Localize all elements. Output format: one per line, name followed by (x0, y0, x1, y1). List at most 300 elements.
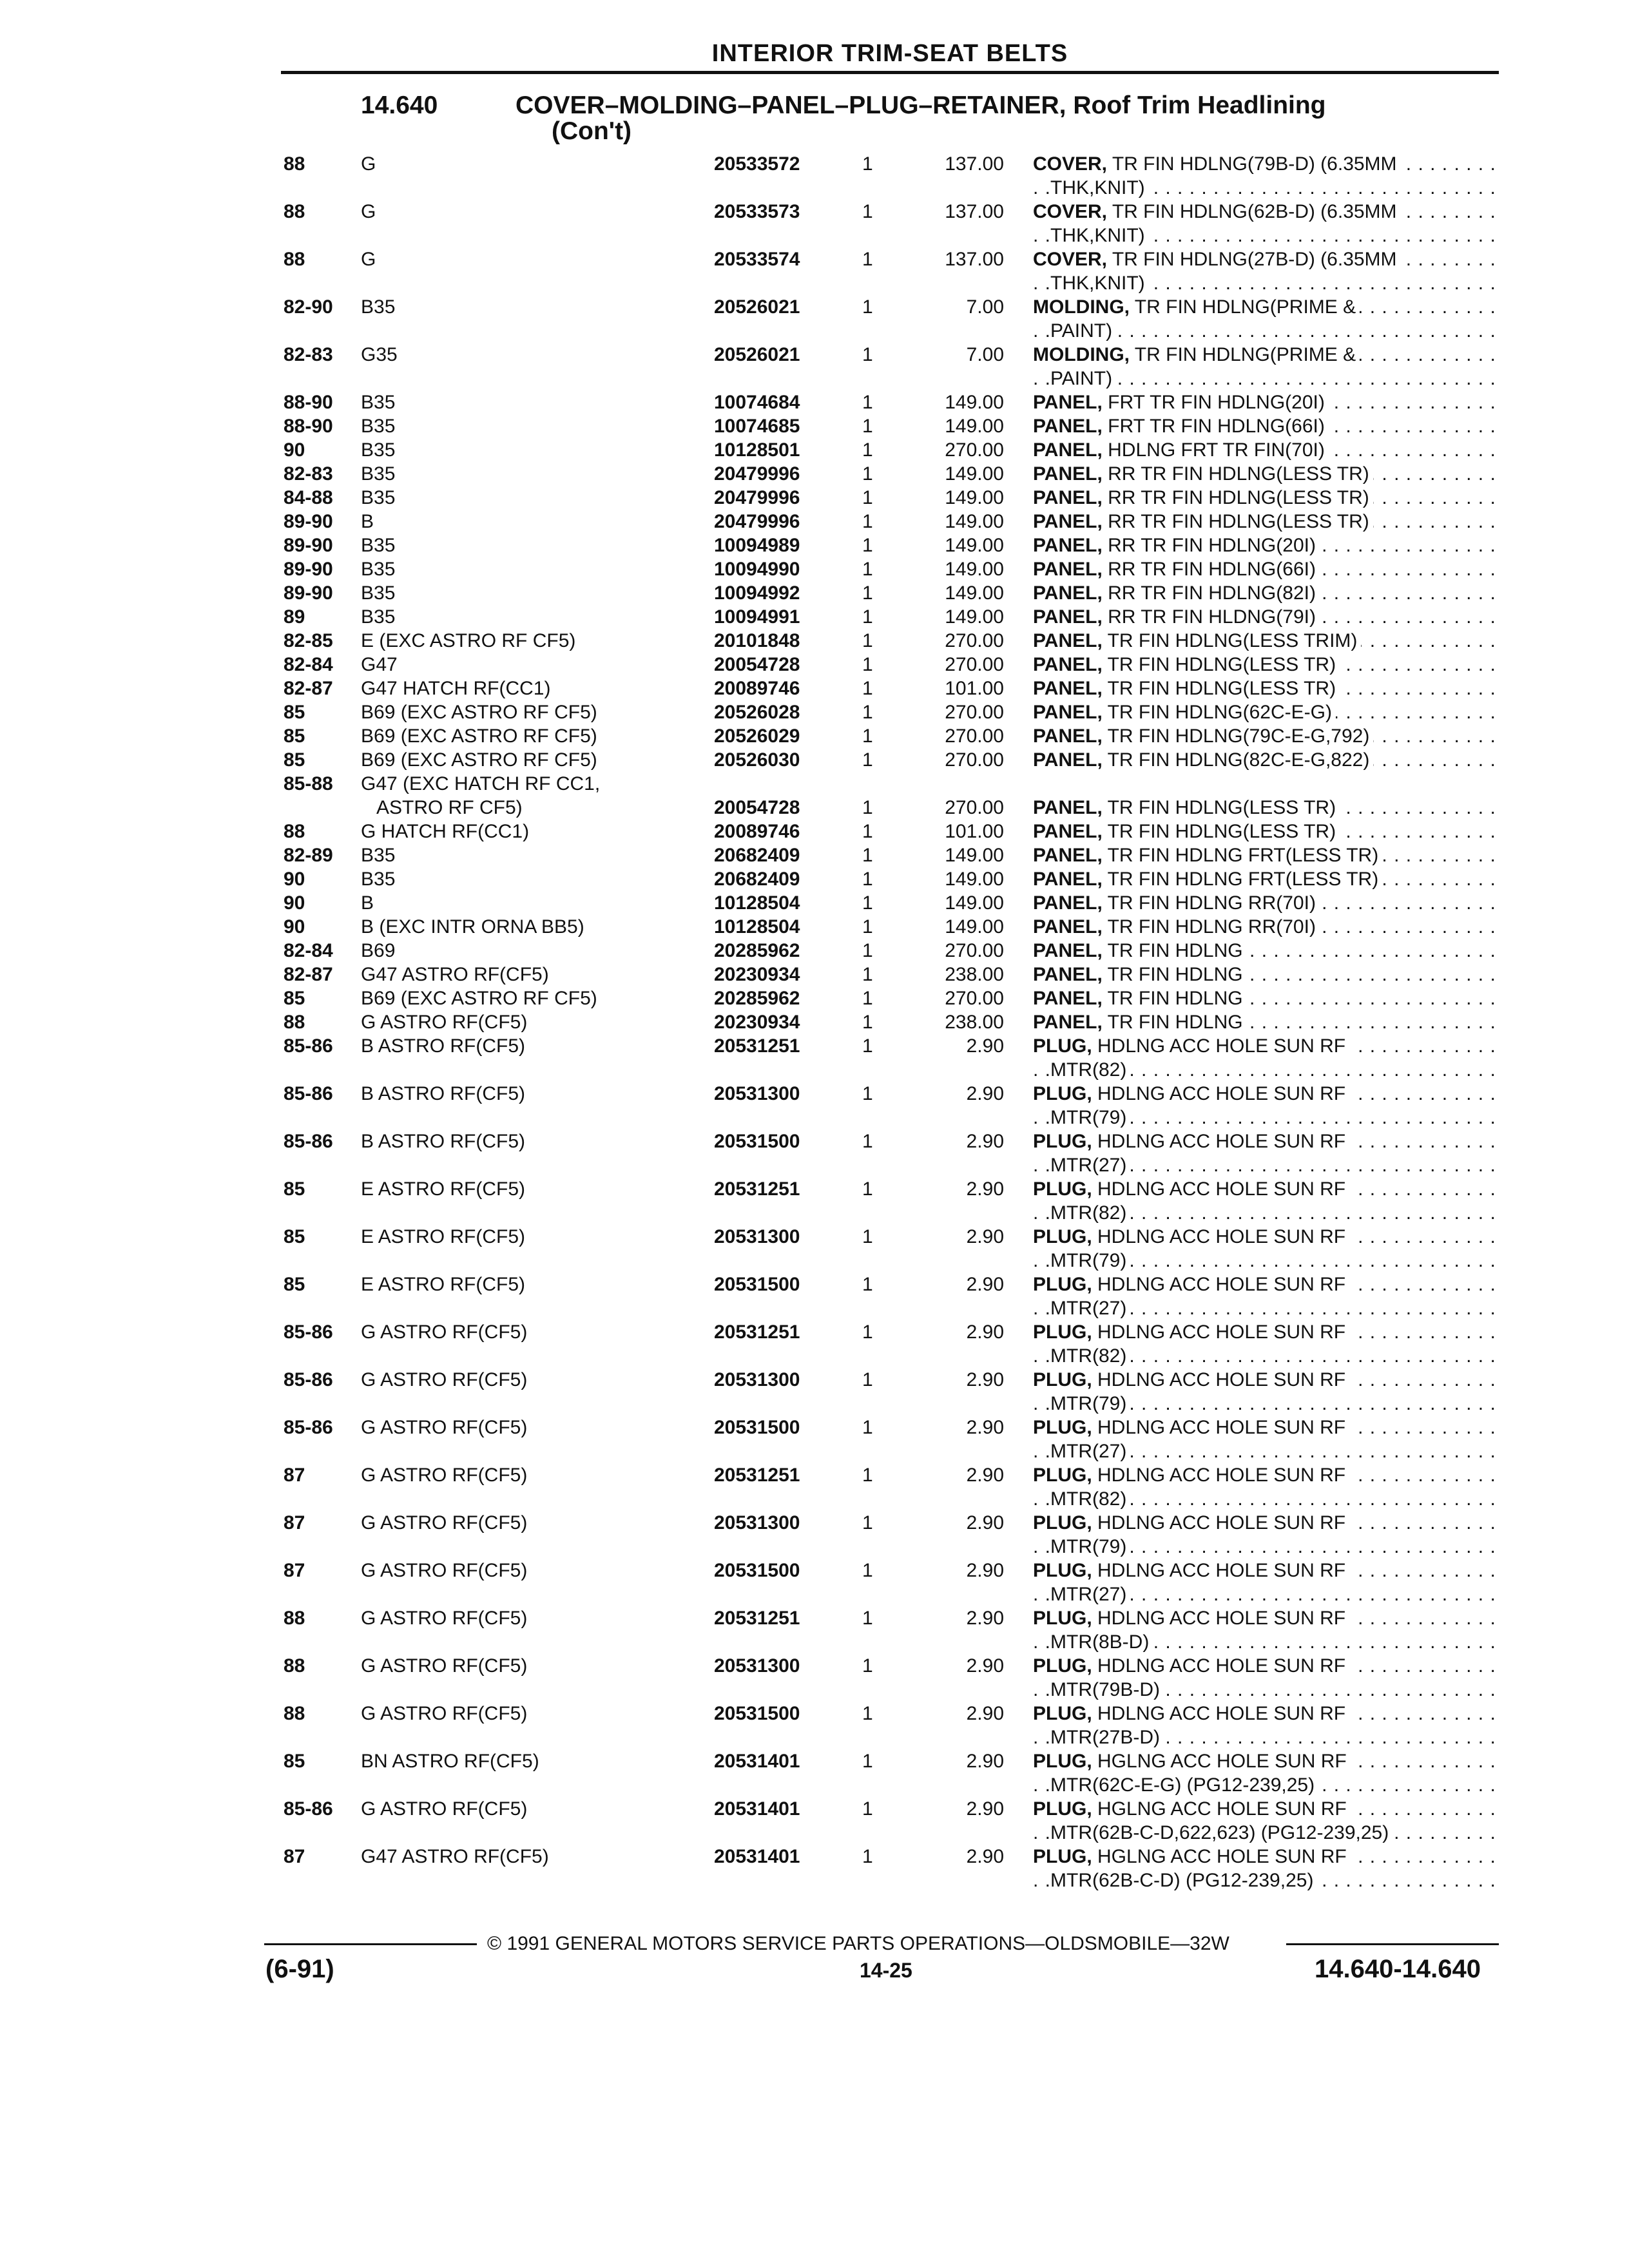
row-description-keyword: MOLDING, (1033, 344, 1130, 365)
row-description-keyword: PANEL, (1033, 940, 1103, 961)
row-description (1033, 748, 1497, 772)
row-price: 137.00 (945, 201, 1004, 222)
row-description-text: MTR(79) (1050, 1107, 1127, 1128)
row-description (1033, 1559, 1497, 1606)
row-model (361, 200, 709, 224)
row-model-text: E ASTRO RF(CF5) (361, 1274, 529, 1295)
row-description-text: TR FIN HDLNG (1107, 1012, 1243, 1033)
row-quantity: 1 (862, 1012, 873, 1033)
row-description-text: HDLNG ACC HOLE SUN RF (1097, 1608, 1346, 1629)
row-price: 149.00 (945, 606, 1004, 628)
row-description-text: TR FIN HDLNG RR(70I) (1107, 892, 1316, 914)
row-year: 85-86 (284, 1369, 333, 1390)
row-model-text: ASTRO RF CF5) (376, 797, 526, 818)
row-model-text: G ASTRO RF(CF5) (361, 1369, 531, 1390)
row-description-keyword: PANEL, (1033, 964, 1103, 985)
row-model (361, 1654, 709, 1678)
row-quantity: 1 (862, 1321, 873, 1343)
row-description (1033, 1702, 1497, 1749)
row-year: 85-86 (284, 1083, 333, 1104)
row-quantity: 1 (862, 1083, 873, 1104)
row-year: 82-85 (284, 630, 333, 651)
row-description (1033, 247, 1497, 295)
row-model (361, 700, 709, 724)
row-quantity: 1 (862, 606, 873, 628)
row-part-number: 20531500 (714, 1131, 800, 1152)
row-description-keyword: PANEL, (1033, 797, 1103, 818)
row-model-text: B35 (361, 582, 399, 604)
row-description (1033, 867, 1497, 891)
row-part-number: 20682409 (714, 869, 800, 890)
row-description-keyword: PANEL, (1033, 535, 1103, 556)
row-description-keyword: PLUG, (1033, 1178, 1092, 1200)
row-part-number: 10094992 (714, 582, 800, 604)
row-model-text: B69 (EXC ASTRO RF CF5) (361, 988, 601, 1009)
row-part-number: 20285962 (714, 940, 800, 961)
row-price: 2.90 (966, 1512, 1004, 1533)
row-description (1033, 629, 1497, 653)
row-description-keyword: MOLDING, (1033, 296, 1130, 318)
row-quantity: 1 (862, 559, 873, 580)
row-model-text: G35 (361, 344, 401, 365)
row-description-keyword: PLUG, (1033, 1512, 1092, 1533)
row-model (361, 1416, 709, 1439)
row-model (361, 1320, 709, 1344)
row-part-number: 20526021 (714, 296, 800, 318)
row-part-number: 20531251 (714, 1178, 800, 1200)
row-model-text: B35 (361, 296, 399, 318)
row-description-text: HDLNG ACC HOLE SUN RF (1097, 1131, 1346, 1152)
section-continued: (Con't) (552, 117, 632, 145)
row-description-keyword: PANEL, (1033, 582, 1103, 604)
row-part-number: 20531500 (714, 1703, 800, 1724)
row-model (361, 1368, 709, 1392)
row-model (361, 653, 709, 677)
row-quantity: 1 (862, 916, 873, 937)
row-price: 2.90 (966, 1321, 1004, 1343)
row-quantity: 1 (862, 821, 873, 842)
row-model (361, 1702, 709, 1725)
row-part-number: 20230934 (714, 1012, 800, 1033)
row-description (1033, 1177, 1497, 1225)
row-description (1033, 1511, 1497, 1559)
row-model-text: G47 ASTRO RF(CF5) (361, 1846, 553, 1867)
row-description-keyword: PANEL, (1033, 487, 1103, 508)
row-description-text: TR FIN HDLNG(82C-E-G,822) (1107, 749, 1370, 771)
row-description-text: HDLNG ACC HOLE SUN RF (1097, 1369, 1346, 1390)
row-description (1033, 820, 1497, 843)
row-description-text: HDLNG ACC HOLE SUN RF (1097, 1655, 1346, 1677)
table-row (0, 152, 1629, 204)
row-price: 7.00 (966, 296, 1004, 318)
page-header-title: INTERIOR TRIM-SEAT BELTS (711, 40, 1068, 67)
row-model (361, 939, 709, 963)
row-quantity: 1 (862, 797, 873, 818)
row-description-text: HDLNG ACC HOLE SUN RF (1097, 1226, 1346, 1247)
row-price: 2.90 (966, 1369, 1004, 1390)
row-description-text: RR TR FIN HDLNG(66I) (1108, 559, 1316, 580)
row-year: 88 (284, 249, 305, 270)
row-description-text: MTR(82) (1050, 1059, 1127, 1081)
row-model-text: B35 (361, 606, 399, 628)
row-description-keyword: PANEL, (1033, 678, 1103, 699)
row-year: 87 (284, 1512, 305, 1533)
row-description (1033, 152, 1497, 200)
row-model-text: G ASTRO RF(CF5) (361, 1608, 531, 1629)
row-description-text: MTR(62B-C-D) (PG12-239,25) (1050, 1870, 1314, 1891)
row-model-text: G (361, 153, 380, 175)
row-quantity: 1 (862, 1846, 873, 1867)
row-quantity: 1 (862, 201, 873, 222)
row-description-keyword: PLUG, (1033, 1369, 1092, 1390)
row-description (1033, 438, 1497, 462)
row-description-keyword: PLUG, (1033, 1131, 1092, 1152)
table-row (0, 1797, 1629, 1849)
row-description-keyword: PANEL, (1033, 630, 1103, 651)
row-part-number: 10074684 (714, 392, 800, 413)
row-part-number: 20526021 (714, 344, 800, 365)
row-price: 101.00 (945, 821, 1004, 842)
row-description (1033, 1273, 1497, 1320)
row-model (361, 1082, 709, 1106)
row-year: 84-88 (284, 487, 333, 508)
row-year: 87 (284, 1465, 305, 1486)
row-price: 149.00 (945, 535, 1004, 556)
row-description-keyword: COVER, (1033, 153, 1108, 175)
row-description-text: HDLNG ACC HOLE SUN RF (1097, 1703, 1346, 1724)
row-description-keyword: PANEL, (1033, 845, 1103, 866)
row-price: 149.00 (945, 869, 1004, 890)
row-description-keyword: PLUG, (1033, 1608, 1092, 1629)
row-quantity: 1 (862, 1274, 873, 1295)
row-description-text: HGLNG ACC HOLE SUN RF (1097, 1798, 1347, 1820)
row-part-number: 10094990 (714, 559, 800, 580)
row-description-text: RR TR FIN HDLNG(82I) (1108, 582, 1316, 604)
row-quantity: 1 (862, 582, 873, 604)
row-description-keyword: PANEL, (1033, 654, 1103, 675)
row-price: 149.00 (945, 392, 1004, 413)
row-year: 88 (284, 1655, 305, 1677)
row-model (361, 891, 709, 915)
row-model (361, 438, 709, 462)
row-model (361, 486, 709, 510)
row-model (361, 1225, 709, 1249)
row-description-keyword: PANEL, (1033, 559, 1103, 580)
row-quantity: 1 (862, 1417, 873, 1438)
row-description-text: RR TR FIN HLDNG(79I) (1108, 606, 1316, 628)
row-year: 90 (284, 892, 305, 914)
row-quantity: 1 (862, 940, 873, 961)
row-model-text: B ASTRO RF(CF5) (361, 1035, 529, 1057)
row-quantity: 1 (862, 1369, 873, 1390)
row-part-number: 20531401 (714, 1751, 800, 1772)
row-description-keyword: PLUG, (1033, 1751, 1092, 1772)
row-model (361, 1749, 709, 1773)
row-description-keyword: PANEL, (1033, 869, 1103, 890)
row-description-text: MTR(79) (1050, 1393, 1127, 1414)
row-description-text: HDLNG FRT TR FIN(70I) (1108, 439, 1325, 461)
row-quantity: 1 (862, 1751, 873, 1772)
row-price: 149.00 (945, 916, 1004, 937)
row-year: 88-90 (284, 392, 333, 413)
row-description-text: TR FIN HDLNG FRT(LESS TR) (1107, 869, 1379, 890)
row-model (361, 462, 709, 486)
row-description (1033, 1320, 1497, 1368)
row-description-text: TR FIN HDLNG (1107, 940, 1243, 961)
row-model-text: B (361, 892, 378, 914)
row-price: 149.00 (945, 845, 1004, 866)
row-description (1033, 295, 1497, 343)
row-price: 2.90 (966, 1226, 1004, 1247)
row-price: 2.90 (966, 1274, 1004, 1295)
row-description-keyword: PLUG, (1033, 1417, 1092, 1438)
row-description (1033, 915, 1497, 939)
row-description (1033, 963, 1497, 986)
row-model-text: B (EXC INTR ORNA BB5) (361, 916, 588, 937)
row-price: 238.00 (945, 1012, 1004, 1033)
row-description (1033, 843, 1497, 867)
table-row (0, 1368, 1629, 1419)
row-quantity: 1 (862, 630, 873, 651)
row-description-keyword: PANEL, (1033, 463, 1103, 485)
row-description-text: FRT TR FIN HDLNG(66I) (1108, 416, 1325, 437)
row-description-text: MTR(27) (1050, 1584, 1127, 1605)
row-description (1033, 986, 1497, 1010)
row-year: 88 (284, 1012, 305, 1033)
row-price: 149.00 (945, 463, 1004, 485)
row-price: 2.90 (966, 1751, 1004, 1772)
row-description-text: MTR(27) (1050, 1155, 1127, 1176)
row-description-text: FRT TR FIN HDLNG(20I) (1108, 392, 1325, 413)
row-part-number: 20531300 (714, 1655, 800, 1677)
row-model (361, 247, 709, 271)
row-description-keyword: PANEL, (1033, 892, 1103, 914)
row-description (1033, 1463, 1497, 1511)
row-year: 85-88 (284, 773, 333, 794)
row-price: 149.00 (945, 892, 1004, 914)
footer-date: (6-91) (265, 1955, 334, 1983)
row-part-number: 20533574 (714, 249, 800, 270)
row-part-number: 20531300 (714, 1369, 800, 1390)
row-description (1033, 605, 1497, 629)
row-model-text: B35 (361, 487, 399, 508)
row-price: 149.00 (945, 487, 1004, 508)
row-description-text: TR FIN HDLNG(LESS TRIM) (1107, 630, 1358, 651)
row-description-keyword: PLUG, (1033, 1465, 1092, 1486)
row-quantity: 1 (862, 344, 873, 365)
row-model (361, 152, 709, 176)
row-description-text: TR FIN HDLNG(LESS TR) (1107, 678, 1336, 699)
table-row (0, 1654, 1629, 1706)
row-description-keyword: COVER, (1033, 201, 1108, 222)
row-year: 88 (284, 821, 305, 842)
row-quantity: 1 (862, 1035, 873, 1057)
row-quantity: 1 (862, 1560, 873, 1581)
row-year: 82-83 (284, 344, 333, 365)
row-description-text: RR TR FIN HDLNG(LESS TR) (1108, 463, 1369, 485)
row-price: 2.90 (966, 1035, 1004, 1057)
row-description (1033, 343, 1497, 390)
table-row (0, 1225, 1629, 1276)
row-price: 2.90 (966, 1608, 1004, 1629)
row-year: 88-90 (284, 416, 333, 437)
row-description-text: HDLNG ACC HOLE SUN RF (1097, 1512, 1346, 1533)
row-year: 82-83 (284, 463, 333, 485)
row-part-number: 20230934 (714, 964, 800, 985)
row-model-text: E ASTRO RF(CF5) (361, 1178, 529, 1200)
row-model-text: B35 (361, 392, 399, 413)
row-price: 149.00 (945, 559, 1004, 580)
row-description-keyword: PLUG, (1033, 1321, 1092, 1343)
row-description-text: TR FIN HDLNG(LESS TR) (1107, 654, 1336, 675)
row-description-text: TR FIN HDLNG RR(70I) (1107, 916, 1316, 937)
row-description (1033, 677, 1497, 700)
row-model-text: B35 (361, 463, 399, 485)
row-description-text: MTR(82) (1050, 1345, 1127, 1367)
row-description-text: TR FIN HDLNG(62C-E-G) (1107, 702, 1332, 723)
row-description-keyword: PLUG, (1033, 1560, 1092, 1581)
table-row (0, 772, 1629, 823)
row-year: 87 (284, 1560, 305, 1581)
row-description-text: HDLNG ACC HOLE SUN RF (1097, 1178, 1346, 1200)
row-year: 85 (284, 1226, 305, 1247)
row-part-number: 20531300 (714, 1226, 800, 1247)
row-description-keyword: PANEL, (1033, 988, 1103, 1009)
table-row (0, 1702, 1629, 1753)
row-quantity: 1 (862, 1798, 873, 1820)
row-description-text: MTR(79) (1050, 1536, 1127, 1557)
section-title: COVER–MOLDING–PANEL–PLUG–RETAINER, Roof Trim Headlining (516, 91, 1326, 119)
row-model (361, 605, 709, 629)
row-price: 2.90 (966, 1178, 1004, 1200)
row-part-number: 10128504 (714, 916, 800, 937)
row-description (1033, 796, 1497, 820)
row-model (361, 1273, 709, 1296)
row-year: 82-89 (284, 845, 333, 866)
row-description-text: HDLNG ACC HOLE SUN RF (1097, 1083, 1346, 1104)
row-year: 90 (284, 439, 305, 461)
row-quantity: 1 (862, 1226, 873, 1247)
row-description (1033, 1368, 1497, 1416)
row-model-text: B (361, 511, 378, 532)
row-description-keyword: PANEL, (1033, 916, 1103, 937)
row-model (361, 343, 709, 367)
row-price: 270.00 (945, 726, 1004, 747)
row-quantity: 1 (862, 702, 873, 723)
row-quantity: 1 (862, 892, 873, 914)
row-description-text: TR FIN HDLNG(27B-D) (6.35MM (1112, 249, 1397, 270)
row-model (361, 629, 709, 653)
row-description-keyword: PANEL, (1033, 749, 1103, 771)
row-part-number: 20101848 (714, 630, 800, 651)
row-description-text: TR FIN HDLNG(79C-E-G,792) (1107, 726, 1370, 747)
row-part-number: 20531500 (714, 1560, 800, 1581)
row-price: 2.90 (966, 1798, 1004, 1820)
row-description-text: MTR(79B-D) (1050, 1679, 1160, 1700)
row-model-text: B35 (361, 559, 399, 580)
row-model (361, 772, 709, 820)
row-year: 85-86 (284, 1131, 333, 1152)
row-quantity: 1 (862, 153, 873, 175)
row-price: 2.90 (966, 1846, 1004, 1867)
row-description (1033, 700, 1497, 724)
row-part-number: 20531300 (714, 1512, 800, 1533)
row-part-number: 20526028 (714, 702, 800, 723)
footer-rule-right (1286, 1943, 1499, 1945)
row-year: 85-86 (284, 1798, 333, 1820)
row-part-number: 20526029 (714, 726, 800, 747)
row-description-text: MTR(79) (1050, 1250, 1127, 1271)
row-model (361, 581, 709, 605)
row-part-number: 20531300 (714, 1083, 800, 1104)
row-description (1033, 557, 1497, 581)
row-price: 2.90 (966, 1131, 1004, 1152)
row-price: 149.00 (945, 416, 1004, 437)
row-description-text: TR FIN HDLNG(LESS TR) (1107, 821, 1336, 842)
row-quantity: 1 (862, 1655, 873, 1677)
row-model-text: G ASTRO RF(CF5) (361, 1703, 531, 1724)
row-model-text: G47 ASTRO RF(CF5) (361, 964, 553, 985)
row-model (361, 1010, 709, 1034)
row-description (1033, 1034, 1497, 1082)
row-description-text: TR FIN HDLNG(62B-D) (6.35MM (1112, 201, 1397, 222)
row-description-keyword: PANEL, (1033, 726, 1103, 747)
row-model (361, 1845, 709, 1869)
row-model (361, 1797, 709, 1821)
row-quantity: 1 (862, 654, 873, 675)
row-model-text: G ASTRO RF(CF5) (361, 1012, 531, 1033)
row-part-number: 20533572 (714, 153, 800, 175)
row-description-text: PAINT) (1050, 320, 1113, 341)
row-quantity: 1 (862, 749, 873, 771)
row-description (1033, 1654, 1497, 1702)
row-quantity: 1 (862, 463, 873, 485)
row-description-keyword: PANEL, (1033, 416, 1103, 437)
row-year: 89-90 (284, 582, 333, 604)
row-part-number: 10094991 (714, 606, 800, 628)
row-part-number: 20531500 (714, 1274, 800, 1295)
row-model-text: B35 (361, 439, 399, 461)
row-model (361, 390, 709, 414)
row-description-text: MTR(8B-D) (1050, 1631, 1150, 1653)
header-rule (281, 71, 1499, 74)
row-description (1033, 414, 1497, 438)
row-quantity: 1 (862, 988, 873, 1009)
row-model-text: B69 (EXC ASTRO RF CF5) (361, 749, 601, 771)
row-description-text: HDLNG ACC HOLE SUN RF (1097, 1560, 1346, 1581)
row-model-text: E (EXC ASTRO RF CF5) (361, 630, 579, 651)
row-quantity: 1 (862, 249, 873, 270)
row-part-number: 20054728 (714, 654, 800, 675)
row-description-keyword: PLUG, (1033, 1798, 1092, 1820)
row-quantity: 1 (862, 1178, 873, 1200)
row-part-number: 20479996 (714, 511, 800, 532)
row-quantity: 1 (862, 1465, 873, 1486)
row-model (361, 557, 709, 581)
row-part-number: 20531251 (714, 1608, 800, 1629)
row-year: 85-86 (284, 1321, 333, 1343)
row-year: 82-87 (284, 678, 333, 699)
row-description (1033, 1416, 1497, 1463)
row-description (1033, 200, 1497, 247)
row-price: 270.00 (945, 630, 1004, 651)
table-row (0, 1273, 1629, 1324)
row-description-text: MTR(82) (1050, 1202, 1127, 1224)
row-model-text: G ASTRO RF(CF5) (361, 1798, 531, 1820)
row-description-text: HDLNG ACC HOLE SUN RF (1097, 1035, 1346, 1057)
table-row (0, 247, 1629, 299)
table-row (0, 1082, 1629, 1133)
